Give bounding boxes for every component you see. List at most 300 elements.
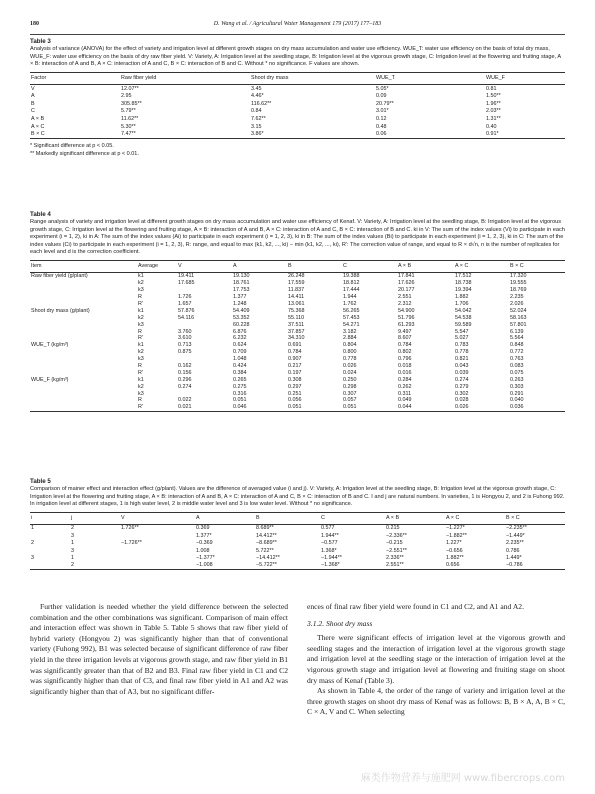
table-cell: 0.279 [455,383,469,390]
table-cell: 54.409 [233,307,250,314]
table-cell: 1.657 [178,300,192,307]
table-cell: 2.235 [510,294,524,301]
table-cell [177,321,232,328]
table-cell: 14.412** [256,532,277,539]
table-cell: 0.051 [233,397,247,404]
column-header: Raw fiber yield [120,72,250,84]
table-cell: 20.79** [376,100,394,107]
watermark: 麻类作物营养与施肥网 www.fibercrops.com [360,773,565,784]
table-cell: 3.610 [178,335,192,342]
table-cell: 2.026 [510,300,524,307]
table-cell: 34.310 [288,335,305,342]
column-header: C [342,260,397,272]
table-cell: 8.689** [256,525,274,532]
table-cell: V [31,85,35,92]
table-cell: 3 [31,555,34,562]
table-cell: 0.778 [343,356,357,363]
table-cell: k3 [138,321,144,328]
table-cell: 0.051 [287,404,342,411]
table-cell: 0.804 [343,342,357,349]
table-cell: 11.837 [288,287,305,294]
table-cell [30,335,137,342]
table-cell: 2.03** [486,108,501,115]
table-cell: WUE_T (kg/m³) [31,342,69,349]
table-cell: 6.232 [233,335,247,342]
body-paragraph: As shown in Table 4, the order of the range of variety and irrigation level at the three growth stages on shoot dry mass of Kenaf was as follows: B, B × A, A, B × C, C × A, V and C. When selecting [307,686,565,717]
table-row [30,376,565,383]
table-cell: 18.812 [343,280,360,287]
table-cell: 1.50** [486,93,501,100]
table-cell: 0.06 [375,130,485,138]
table-cell: 0.262 [398,383,412,390]
table-cell: 0.311 [398,390,412,397]
table-cell: 0.784 [398,342,412,349]
table-cell: A × C [31,123,45,130]
table-row [30,100,565,108]
table-cell: 0.763 [510,356,524,363]
table-cell: 56.265 [343,307,360,314]
table-cell: 116.62** [251,100,272,107]
column-header: A × C [445,512,505,524]
table-cell: 0.036 [509,404,565,411]
table-cell: 1 [71,540,74,547]
table-cell [30,397,137,404]
table-cell: R' [137,404,177,411]
table-cell: 0.302 [455,390,469,397]
table-cell: 51.796 [398,314,415,321]
table-cell: R [138,362,142,369]
table-cell: k1 [138,376,144,383]
table-cell: 0.796 [398,356,412,363]
table-cell: R' [138,300,143,307]
table5-caption: Comparison of mainer effect and interaction effect (g/plant). Values are the difference of averaged value (i and j). V: Variety, A: Irrigation level at the seedling stage, B: Irrigation level at the vigorous growth stage, C: Irrigation level at the flowering and fruiting stage, A × B: interaction of A and B, A × C: interaction of A and C, B × C: interaction of B and C. I and j are natural numbers. In varieties, 1 is Hongyou 2, and 2 is Fuhong 992. In irrigation level at different stages, 1 is high water level, 2 is middle water level and 3 is low water level. Without * no significance. [30,486,565,508]
table4-header-row [30,260,565,272]
table-cell: 0.291 [510,390,524,397]
table-cell: 0.40 [486,123,497,130]
table-row [30,404,565,411]
table-cell: 2.551 [398,294,412,301]
table-row [30,307,565,314]
table-cell: 0.907 [288,356,302,363]
table-cell [177,287,232,294]
table-cell: 0.022 [178,397,192,404]
table3-header-row [30,72,565,84]
table-row [30,92,565,100]
column-header: B [255,512,320,524]
table5 [30,512,565,570]
table-cell: 0.848 [510,342,524,349]
table-cell: 3.45 [251,85,262,92]
table-cell: 2.336** [386,555,404,562]
table3-caption: Analysis of variance (ANOVA) for the effect of variety and irrigation level at different growth stages on dry mass accumulation and water use efficiency. WUE_T: water use efficiency on the basis of total dry mass, WUE_F: water use efficiency on the basis of dry raw fiber yield. V: Variety, A: Irrigation level at the seedling stage, B: Irrigation level at the vigorous growth stage, C: Irrigation level at the flowering and fruiting stage, A × B: interaction of A and B, A × C: interaction of A and C, B × C: interaction of B and C. Without * no significance. F values are shown. [30,46,561,68]
table-cell: 0.051 [342,404,397,411]
column-header: A × B [397,260,454,272]
table-cell: 5.722** [256,547,274,554]
table-cell: 14.411 [288,294,305,301]
table-cell: 37.511 [288,321,305,328]
section-heading: 3.1.2. Shoot dry mass [307,618,373,628]
column-header: j [70,512,120,524]
table-cell: −5.722** [255,562,320,570]
table-row [30,562,565,570]
column-header: Item [30,260,137,272]
table-cell: R' [138,369,143,376]
table-row [30,547,565,554]
table-cell: −14.412** [256,555,280,562]
column-header: B × C [509,260,565,272]
body-column-right [307,602,565,718]
table-cell: 54.538 [455,314,472,321]
table-cell: 6.139 [510,328,524,335]
table-row [30,280,565,287]
table-cell: 1.227* [446,540,462,547]
table-cell: 305.85** [121,100,142,107]
table-cell: k3 [138,390,144,397]
table-cell: 0.083 [510,362,524,369]
table-row [30,328,565,335]
table-cell: 18.738 [455,280,472,287]
table-cell [30,369,137,376]
table-cell [30,383,137,390]
body-column-left [30,602,288,697]
table-cell: 0.786 [506,547,520,554]
table-cell: −1.377* [196,555,215,562]
table-cell [30,294,137,301]
table-row [30,532,565,539]
table-cell: 0.265 [233,376,247,383]
table-cell: 0.303 [510,383,524,390]
table-cell: 0.308 [288,376,302,383]
table-cell: 5.79** [121,108,136,115]
table-cell: 3.86* [250,130,375,138]
table-row [30,342,565,349]
table-cell: 0.297 [288,383,302,390]
table-cell: 4.46* [251,93,264,100]
column-header: WUE_F [485,72,565,84]
table-cell: 0.84 [251,108,262,115]
table-cell: 1.944 [343,294,357,301]
table-cell: 3.182 [343,328,357,335]
table-cell: 0.821 [455,356,469,363]
table-cell: 11.62** [121,115,139,122]
table-cell: 9.497 [398,328,412,335]
column-header: A × B [385,512,445,524]
table-cell: 3.760 [178,328,192,335]
table-cell: A [31,93,35,100]
table-cell: R [138,294,142,301]
table-cell: 1 [71,555,74,562]
table-cell: 17.320 [510,273,527,280]
table-cell: 58.163 [510,314,527,321]
column-header: V [120,512,195,524]
table4-body [30,272,565,411]
table-cell: 0.577 [321,525,335,532]
table-cell: C [31,108,35,115]
table-cell: 0.024 [343,369,357,376]
table-cell: 0.043 [455,362,469,369]
table-row [30,356,565,363]
table-cell: 0.09 [376,93,387,100]
table-row [30,115,565,123]
table-cell: 6.876 [233,328,247,335]
table-cell: 59.589 [455,321,472,328]
table-cell [30,314,137,321]
table-cell: 0.274 [455,376,469,383]
table-cell: 0.424 [233,362,247,369]
header-rule [30,34,565,35]
table-cell: −2.235** [506,525,527,532]
body-paragraph: There were significant effects of irrigation level at the vigorous growth and seedling stages and the interaction of irrigation level at the vigorous growth stage and irrigation level at the seedling stage or the interaction of irrigation level at the vigorous growth stage and irrigation level at flowering and fruiting stage on shoot dry mass of Kenaf (Table 3). [307,633,565,685]
table-cell: −0.215 [386,540,403,547]
table-cell: 0.48 [376,123,387,130]
table-cell: R [138,397,142,404]
table-cell: 19.411 [178,273,195,280]
table-cell: 75.368 [288,307,305,314]
table-cell: 1.248 [233,300,247,307]
table-cell: 17.626 [398,280,415,287]
column-header: i [30,512,70,524]
table-row [30,287,565,294]
table-cell: 5.05* [376,85,389,92]
table-cell: 0.298 [343,383,357,390]
table-cell: 54.042 [455,307,472,314]
page-number: 180 [30,21,39,27]
table-cell: 5.564 [510,335,524,342]
table-row [30,84,565,92]
table-cell: 0.778 [455,349,469,356]
table-cell: 2.551** [385,562,445,570]
table-cell [30,363,137,370]
table-cell: 54.900 [398,307,415,314]
table-cell: 3.15 [251,123,262,130]
table-cell [30,532,70,539]
table-cell: 0.026 [454,404,509,411]
table4-block [30,211,565,412]
table-cell: 0.049 [398,397,412,404]
table-cell: 1.449* [506,555,522,562]
table-cell: −2.551** [386,547,407,554]
table-cell: 0.784 [288,349,302,356]
table-cell: 17.559 [288,280,305,287]
table-row [30,363,565,370]
table-cell: 0.250 [343,376,357,383]
table-cell: A × B [31,115,45,122]
table-cell: 1.048 [233,356,247,363]
table-cell: 57.453 [343,314,360,321]
table-cell: 60.228 [233,321,250,328]
table-cell: 2.312 [398,300,412,307]
table-cell: 0.713 [178,342,192,349]
table-cell: 0.021 [177,404,232,411]
table-cell: k1 [138,307,144,314]
table-cell: 54.116 [178,314,195,321]
column-header: Factor [30,72,120,84]
table-cell: 0.044 [397,404,454,411]
table-row [30,321,565,328]
table-cell: 1.762 [343,300,357,307]
table-cell: 2 [31,540,34,547]
table-cell [30,328,137,335]
table-cell: 17.685 [178,280,195,287]
table-cell: Raw fiber yield (g/plant) [31,273,88,280]
table-cell: 19.388 [343,273,360,280]
table-cell: 1.368* [321,547,337,554]
table-cell: 18.761 [233,280,250,287]
table-cell: 52.024 [510,307,527,314]
column-header: A [195,512,255,524]
table3 [30,72,565,139]
table-cell: 3 [71,547,74,554]
table-cell: 7.62** [251,115,266,122]
table-cell: 0.056 [288,397,302,404]
table-cell: 0.624 [233,342,247,349]
table-cell: k2 [138,280,144,287]
column-header: V [177,260,232,272]
table-cell: −8.689** [256,540,277,547]
table-cell: 0.802 [398,349,412,356]
column-header: B × C [505,512,565,524]
table-cell: 0.046 [232,404,287,411]
table-cell: 0.656 [445,562,505,570]
table-cell: 1.96** [486,100,501,107]
table-cell: 57.876 [178,307,195,314]
table-cell: k1 [138,273,144,280]
table-cell: 1 [31,525,34,532]
table-cell: 0.217 [288,362,302,369]
table-cell: 0.215 [386,525,400,532]
table-cell: 0.691 [288,342,302,349]
column-header: WUE_T [375,72,485,84]
table-cell: −0.369 [196,540,213,547]
table-cell: 2.884 [343,335,357,342]
table-cell: B × C [30,130,120,138]
table-row [30,272,565,279]
table3-block [30,38,565,158]
table-cell [30,356,137,363]
table-cell: 0.284 [398,376,412,383]
table-row [30,335,565,342]
table5-block [30,478,565,570]
table-cell: 8.607 [398,335,412,342]
table-cell: 2.95 [121,93,132,100]
column-header: Average [137,260,177,272]
table-cell: 0.384 [233,369,247,376]
table-cell [30,301,137,308]
table-cell: 7.47** [120,130,250,138]
table-cell: 0.040 [510,397,524,404]
table3-title: Table 3 [30,38,51,45]
table-cell: 55.110 [288,314,305,321]
table-cell: 1.882 [455,294,469,301]
table-cell [120,554,195,561]
table-cell: 0.316 [233,390,247,397]
table-cell: −0.656 [446,547,463,554]
table-cell: −1.726** [121,540,142,547]
table-cell: 1.726** [121,525,139,532]
table-cell: 17.753 [233,287,250,294]
table-row [30,383,565,390]
table-cell: 0.772 [510,349,524,356]
table-cell: 0.275 [233,383,247,390]
table-cell: k2 [138,349,144,356]
body-paragraph: ences of final raw fiber yield were found in C1 and C2, and A1 and A2. [307,602,524,611]
table-cell: 0.296 [178,376,192,383]
table-cell: 0.875 [178,349,192,356]
table-cell: 1.882** [446,555,464,562]
table-cell: 0.274 [178,383,192,390]
table-cell: 2 [71,525,74,532]
table-row [30,390,565,397]
table3-footnotes [30,143,565,158]
running-header [30,21,565,33]
table-cell: 1.944** [321,532,339,539]
table-cell: 0.016 [398,369,412,376]
column-header: B [287,260,342,272]
table-cell [30,390,137,397]
table-cell: R' [138,335,143,342]
footnote: * Significant difference at p < 0.05. [30,142,114,149]
footnote: ** Markedly significant difference at p < 0.01. [30,150,139,157]
table-cell: k2 [138,383,144,390]
table-cell: 17.444 [343,287,360,294]
table-cell: 0.12 [376,115,387,122]
table-cell [30,280,137,287]
table-cell: 19.130 [233,273,250,280]
table-cell: 53.352 [233,314,250,321]
body-paragraph: Further validation is needed whether the yield difference between the selected combination and the other combinations was significant. Comparison of main effect and interaction effect was shown in Table 5. Table 5 shows that raw fiber yield of hybrid variety (Hongyou 2) was significantly higher than that of conventional variety (Fuhong 992), B1 was selected because of significant difference of raw fiber yield in the three irrigation levels at vigorous growth stage, and raw fiber yield in B1 was significantly greater than that of B2 and B3. Final raw fiber yield in C1 and C2 was significantly higher than that of C3, and final raw fiber yield in A1 and A2 was significantly higher than that of A3, but no significant differ- [30,602,288,696]
table-cell: 1.377* [196,532,212,539]
table-cell: k2 [138,314,144,321]
table-cell: 0.783 [455,342,469,349]
column-header: A × C [454,260,509,272]
table-cell [120,532,195,539]
table-cell: k1 [138,342,144,349]
table-cell: −1.882** [446,532,467,539]
table-cell: 0.307 [343,390,357,397]
table-cell: 0.251 [288,390,302,397]
table-cell: 0.039 [455,369,469,376]
table-cell: 26.248 [288,273,305,280]
table-cell: B [31,100,35,107]
table4-caption: Range analysis of variety and irrigation level at different growth stages on dry mass accumulation and water use efficiency of Kenaf. V: Variety, A: Irrigation level at the seedling stage, B: Irrigation level at the vigorous growth stage, C: Irrigation level at the flowering and fruiting stage, A × B: interaction of A and B, A × C: interaction of A and C, B × C: interaction of B and C. ki in V: The sum of the index values (Vi) to participate in each experiment (i = 1, 2), ki in A: The sum of the index values (Ai) to participate in each experiment (i = 1, 2, 3), ki in B: The sum of the index values (Bi) to participate in each experiment (i = 1, 2, 3), ki in C: The sum of the index values (Ci) to participate in each experiment (i = 1, 2, 3), R: range, and equal to max (k1, k2, ..., ki) − min (k1, k2, ..., ki), R': The correction value of range, and equal to R × d√n, n is the number of replicates for each level and d is the correction coefficient. [30,219,565,256]
table-cell: 0.018 [398,362,412,369]
table-cell: 5.547 [455,328,469,335]
table-row [30,397,565,404]
table-row [30,540,565,547]
table-row [30,123,565,131]
table5-header-row [30,512,565,524]
table5-body [30,524,565,569]
table-row [30,314,565,321]
table-cell: 0.156 [178,369,192,376]
table-cell: −0.786 [505,562,565,570]
table-cell: 18.769 [510,287,527,294]
table-cell [120,562,195,570]
table-cell: −1.227* [446,525,465,532]
table-cell: 0.075 [510,369,524,376]
table5-title: Table 5 [30,478,51,485]
table-cell: 0.162 [178,362,192,369]
table-cell: 17.841 [398,273,415,280]
table-cell [177,356,232,363]
table-cell: WUE_F (kg/m³) [31,376,69,383]
table-cell: 0.800 [343,349,357,356]
table-cell: 1.31** [486,115,501,122]
table-cell: 19.555 [510,280,527,287]
table-cell [30,562,70,570]
column-header: C [320,512,385,524]
table-cell [30,287,137,294]
